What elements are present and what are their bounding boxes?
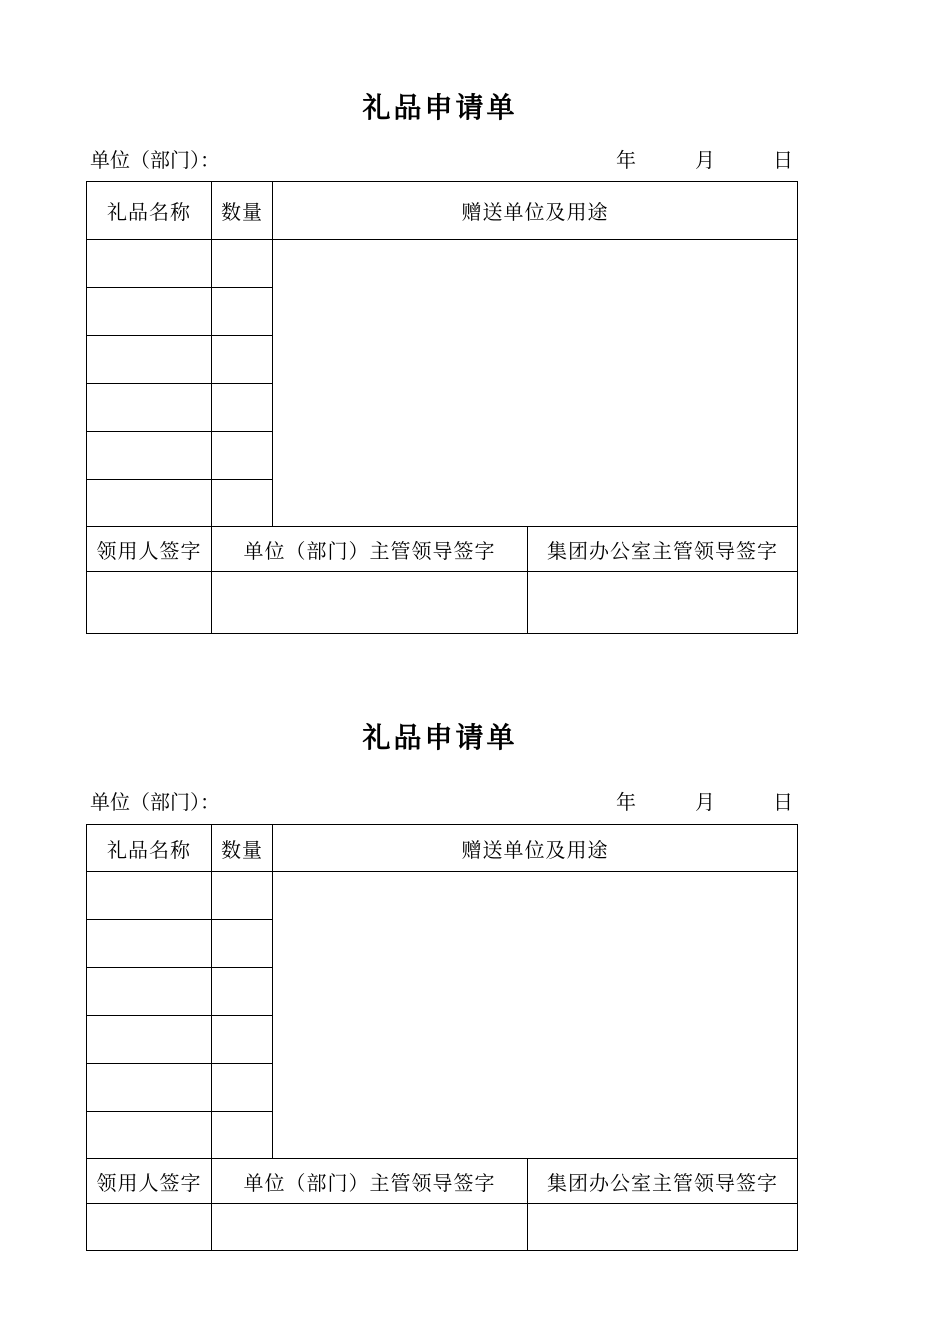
quantity-cell[interactable] [212, 336, 273, 384]
recipient-purpose-cell[interactable] [273, 240, 798, 527]
quantity-cell[interactable] [212, 240, 273, 288]
gift-name-cell[interactable] [87, 1112, 212, 1159]
gift-name-cell[interactable] [87, 872, 212, 920]
date-month: 月 [695, 790, 715, 814]
signature-office-leader-cell[interactable] [528, 1204, 798, 1251]
gift-name-cell[interactable] [87, 288, 212, 336]
signature-dept-leader-label: 单位（部门）主管领导签字 [212, 1159, 528, 1204]
signature-office-leader-label: 集团办公室主管领导签字 [528, 527, 798, 572]
header-recipient-purpose: 赠送单位及用途 [273, 182, 798, 240]
gift-table [86, 824, 798, 1251]
header-quantity: 数量 [212, 825, 273, 872]
signature-dept-leader-cell[interactable] [212, 1204, 528, 1251]
form-title: 礼品申请单 [362, 721, 518, 754]
date-day: 日 [773, 148, 793, 172]
quantity-cell[interactable] [212, 1064, 273, 1112]
quantity-cell[interactable] [212, 288, 273, 336]
gift-name-cell[interactable] [87, 240, 212, 288]
signature-receiver-label: 领用人签字 [87, 1159, 212, 1204]
quantity-cell[interactable] [212, 872, 273, 920]
date-month: 月 [695, 148, 715, 172]
header-gift-name: 礼品名称 [87, 825, 212, 872]
quantity-cell[interactable] [212, 384, 273, 432]
signature-receiver-label: 领用人签字 [87, 527, 212, 572]
header-quantity: 数量 [212, 182, 273, 240]
unit-label: 单位（部门）： [90, 148, 220, 172]
recipient-purpose-cell[interactable] [273, 872, 798, 1159]
gift-name-cell[interactable] [87, 432, 212, 480]
signature-dept-leader-label: 单位（部门）主管领导签字 [212, 527, 528, 572]
gift-table [86, 181, 798, 634]
gift-name-cell[interactable] [87, 1016, 212, 1064]
form-title: 礼品申请单 [362, 91, 518, 124]
quantity-cell[interactable] [212, 968, 273, 1016]
quantity-cell[interactable] [212, 1016, 273, 1064]
gift-name-cell[interactable] [87, 920, 212, 968]
quantity-cell[interactable] [212, 432, 273, 480]
signature-office-leader-cell[interactable] [528, 572, 798, 634]
signature-receiver-cell[interactable] [87, 1204, 212, 1251]
gift-name-cell[interactable] [87, 336, 212, 384]
quantity-cell[interactable] [212, 480, 273, 527]
quantity-cell[interactable] [212, 920, 273, 968]
gift-name-cell[interactable] [87, 480, 212, 527]
signature-office-leader-label: 集团办公室主管领导签字 [528, 1159, 798, 1204]
gift-name-cell[interactable] [87, 968, 212, 1016]
signature-dept-leader-cell[interactable] [212, 572, 528, 634]
quantity-cell[interactable] [212, 1112, 273, 1159]
header-recipient-purpose: 赠送单位及用途 [273, 825, 798, 872]
signature-receiver-cell[interactable] [87, 572, 212, 634]
header-gift-name: 礼品名称 [87, 182, 212, 240]
gift-name-cell[interactable] [87, 1064, 212, 1112]
gift-name-cell[interactable] [87, 384, 212, 432]
unit-label: 单位（部门）： [90, 790, 220, 814]
date-day: 日 [773, 790, 793, 814]
date-year: 年 [616, 790, 636, 814]
date-year: 年 [616, 148, 636, 172]
